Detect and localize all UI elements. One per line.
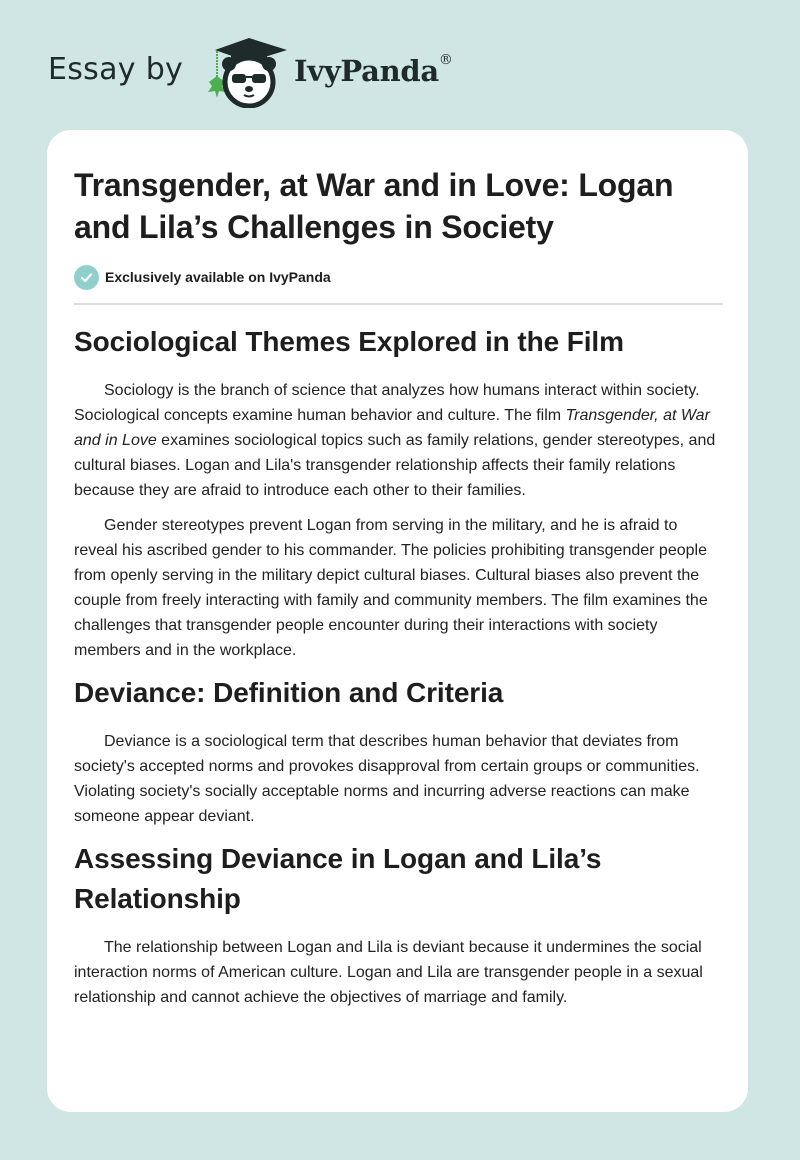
section-heading: Assessing Deviance in Logan and Lila’s Relationship — [74, 843, 602, 914]
brand-name[interactable] — [294, 54, 453, 88]
panda-logo-icon[interactable] — [203, 36, 293, 108]
exclusive-badge-text: Exclusively available on IvyPanda — [105, 269, 331, 285]
registered-mark: ® — [438, 52, 453, 68]
essay-content — [74, 322, 724, 1020]
site-header — [0, 0, 800, 120]
paragraph: Gender stereotypes prevent Logan from serving in the military, and he is afraid to reveal his ascribed gender to his commander. The policies prohibiting transgender people from openly serving in the military depict cultural biases. Cultural biases also prevent the couple from freely interacting with family and community members. The film examines the challenges that transgender people encounter during their interactions with society members and in the workplace. — [74, 517, 708, 659]
paragraph: The relationship between Logan and Lila is deviant because it undermines the social interaction norms of American culture. Logan and Lila are transgender people in a sexual relationship and cannot achieve the objectives of marriage and family. — [74, 939, 703, 1006]
check-circle-icon — [74, 265, 99, 290]
section-deviance-definition — [74, 673, 724, 829]
divider — [74, 303, 723, 305]
paragraph-text: examines sociological topics such as family relations, gender stereotypes, and cultural biases. Logan and Lila's transgender relationship affects their family relations because they are afraid to introduce each other to their families. — [74, 432, 716, 499]
page-title: Transgender, at War and in Love: Logan and Lila’s Challenges in Society — [74, 167, 674, 245]
section-sociological-themes — [74, 322, 724, 663]
paragraph-text: Sociology is the branch of science that analyzes how humans interact within society. Sociological concepts examine human behavior and culture. The film — [74, 382, 700, 424]
section-heading: Deviance: Definition and Criteria — [74, 677, 504, 708]
section-heading: Sociological Themes Explored in the Film — [74, 326, 624, 357]
section-assessing-deviance — [74, 839, 724, 1010]
paragraph — [74, 378, 724, 503]
exclusive-badge — [74, 264, 331, 290]
essay-by-label: Essay by — [48, 52, 184, 87]
essay-card — [47, 130, 748, 1112]
brand-name-text: IvyPanda — [294, 54, 439, 88]
paragraph: Deviance is a sociological term that describes human behavior that deviates from society's accepted norms and provokes disapproval from certain groups or communities. Violating society's socially acceptable norms and incurring adverse reactions can make someone appear deviant. — [74, 733, 700, 825]
film-title-italic: Transgender, at War and in Love — [74, 407, 710, 449]
